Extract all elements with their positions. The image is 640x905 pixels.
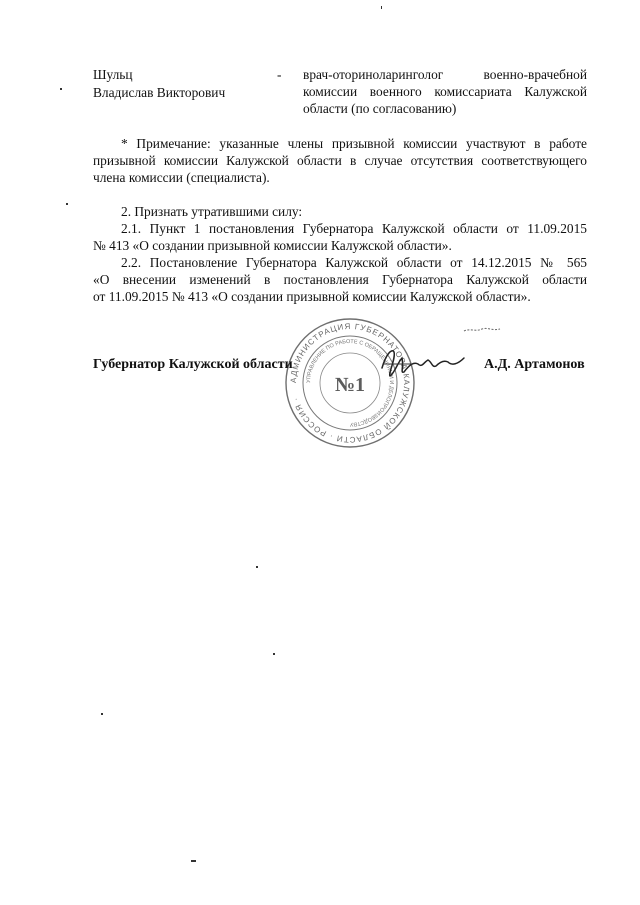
- note-line: члена комиссии (специалиста).: [93, 170, 270, 185]
- item2-line: 2.2. Постановление Губернатора Калужской области от 14.12.2015 № 565: [121, 255, 587, 270]
- member-role-line: области (по согласованию): [303, 101, 457, 116]
- seal-inner-text: УПРАВЛЕНИЕ ПО РАБОТЕ С ОБРАЩЕНИЯМИ И ДЕЛОПРОИЗВОДСТВУ: [305, 338, 395, 428]
- item2-line: от 11.09.2015 № 413 «О создании призывной комиссии Калужской области».: [93, 289, 531, 304]
- section2-item2: [93, 254, 587, 305]
- section2-item1: [93, 220, 587, 254]
- scan-speck: [191, 860, 196, 862]
- item1-line: 2.1. Пункт 1 постановления Губернатора Калужской области от 11.09.2015: [121, 221, 587, 236]
- scan-speck: [101, 713, 103, 715]
- item2-line: «О внесении изменений в постановления Губернатора Калужской области: [93, 272, 587, 287]
- scan-speck: [273, 653, 275, 655]
- official-seal-stamp: [282, 315, 418, 451]
- member-surname: Шульц: [93, 67, 133, 82]
- scan-speck: [60, 88, 62, 90]
- scan-speck: [256, 566, 258, 568]
- member-dash: -: [277, 67, 282, 82]
- item1-line: № 413 «О создании призывной комиссии Калужской области».: [93, 238, 452, 253]
- seal-number: №1: [334, 374, 366, 396]
- handwritten-signature: [378, 344, 466, 382]
- pen-mark-icon: [462, 326, 502, 334]
- note-line: призывной комиссии Калужской области в случае отсутствия соответствующего: [93, 153, 587, 168]
- scan-speck: [66, 203, 68, 205]
- note-line: * Примечание: указанные члены призывной комиссии участвуют в работе: [121, 136, 587, 151]
- signature-name: А.Д. Артамонов: [484, 357, 585, 372]
- member-given-names: Владислав Викторович: [93, 85, 226, 100]
- member-role-line: врач-оториноларинголог военно-врачебной: [303, 67, 587, 82]
- signature-position: Губернатор Калужской области: [93, 357, 293, 372]
- note-paragraph: [93, 135, 587, 186]
- member-role-line: комиссии военного комиссариата Калужской: [303, 84, 587, 99]
- member-role: [303, 66, 587, 117]
- section2-heading: 2. Признать утратившими силу:: [121, 204, 303, 219]
- seal-ring-text: АДМИНИСТРАЦИЯ ГУБЕРНАТОРА КАЛУЖСКОЙ ОБЛАСТИ · РОССИЯ ·: [288, 321, 412, 445]
- scan-speck: [381, 6, 382, 9]
